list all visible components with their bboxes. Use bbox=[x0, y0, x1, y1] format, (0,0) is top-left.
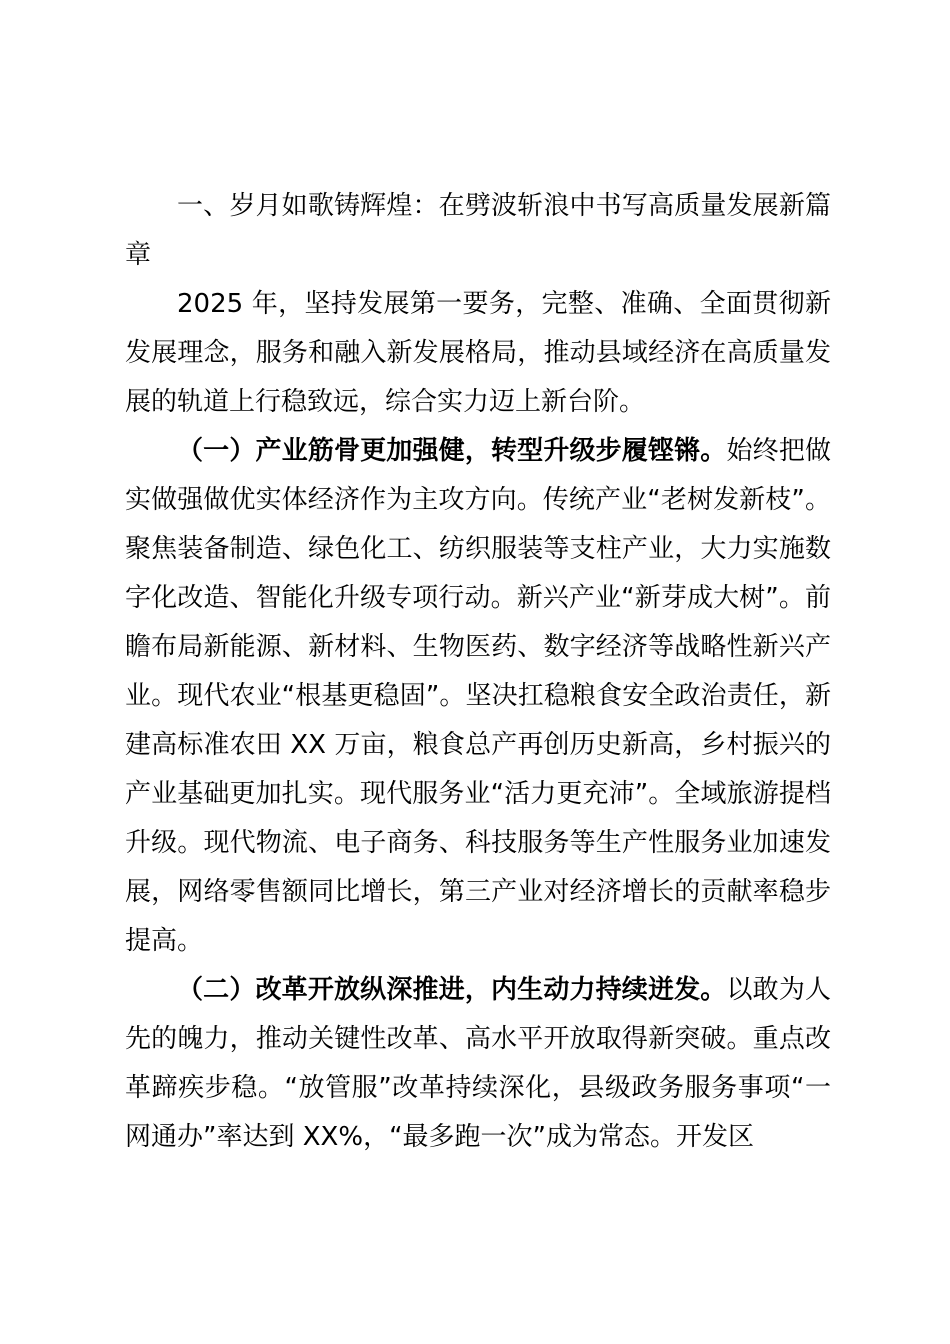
subsection-1-body: 始终把做实做强做优实体经济作为主攻方向。传统产业“老树发新枝”。聚焦装备制造、绿色化工、纺织服装等支柱产业，大力实施数字化改造、智能化升级专项行动。新兴产业“新芽成大树”。前瞻布局新能源、新材料、生物医药、数字经济等战略性新兴产业。现代农业“根基更稳固”。坚决扛稳粮食安全政治责任，新建高标准农田 XX 万亩，粮食总产再创历史新高，乡村振兴的产业基础更加扎实。现代服务业“活力更充沛”。全域旅游提档升级。现代物流、电子商务、科技服务等生产性服务业加速发展，网络零售额同比增长，第三产业对经济增长的贡献率稳步提高。 bbox=[125, 436, 831, 956]
subsection-2-lead: （二）改革开放纵深推进，内生动力持续迸发。 bbox=[177, 975, 727, 1005]
intro-paragraph: 2025 年，坚持发展第一要务，完整、准确、全面贯彻新发展理念，服务和融入新发展格局，推动县域经济在高质量发展的轨道上行稳致远，综合实力迈上新台阶。 bbox=[125, 289, 831, 417]
subsection-2-paragraph bbox=[125, 966, 831, 1162]
subsection-1-lead: （一）产业筋骨更加强健，转型升级步履铿锵。 bbox=[177, 436, 727, 466]
section-heading: 一、岁月如歌铸辉煌：在劈波斩浪中书写高质量发展新篇章 bbox=[125, 191, 831, 270]
subsection-1-paragraph bbox=[125, 427, 831, 966]
document-content bbox=[125, 182, 831, 1162]
subsection-2-body: 以敢为人先的魄力，推动关键性改革、高水平开放取得新突破。重点改革蹄疾步稳。“放管服”改革持续深化，县级政务服务事项“一网通办”率达到 XX%，“最多跑一次”成为常态。开发区 bbox=[125, 975, 831, 1152]
